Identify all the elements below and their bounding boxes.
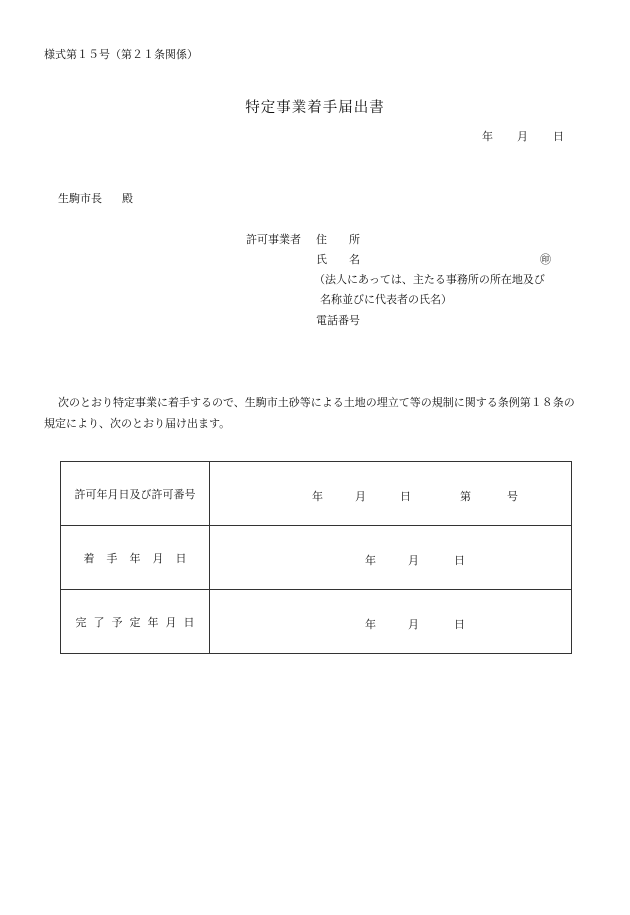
corporate-note-line2: 名称並びに代表者の氏名） (320, 293, 452, 306)
completion-date-label: 完了予定年月日 (61, 590, 210, 654)
name-label: 氏 名 (316, 253, 360, 266)
date-day-label: 日 (553, 130, 564, 143)
permit-year: 年 (312, 490, 323, 503)
addressee (58, 190, 133, 206)
addressee-name: 生駒市長 (58, 192, 102, 205)
addressee-honorific: 殿 (122, 192, 133, 205)
completion-day: 日 (454, 618, 465, 631)
corporate-note-line1: （法人にあっては、主たる事務所の所在地及び (314, 273, 545, 286)
start-date-label: 着手年月日 (61, 526, 210, 590)
form-number: 様式第１５号（第２１条関係） (44, 48, 198, 61)
start-year: 年 (365, 554, 376, 567)
completion-month: 月 (408, 618, 419, 631)
permit-date-number-label: 許可年月日及び許可番号 (61, 462, 210, 526)
completion-year: 年 (365, 618, 376, 631)
body-text: 次のとおり特定事業に着手するので、生駒市土砂等による土地の埋立て等の規制に関する条例第１８条の規定により、次のとおり届け出ます。 (44, 396, 575, 430)
applicant-label: 許可事業者 (246, 233, 301, 246)
permit-number-suffix: 号 (507, 490, 518, 503)
permit-month: 月 (355, 490, 366, 503)
start-date-cell[interactable] (210, 526, 572, 590)
seal-mark: ㊞ (540, 253, 551, 266)
table-row-start (61, 526, 572, 590)
permit-day: 日 (400, 490, 411, 503)
start-month: 月 (408, 554, 419, 567)
table-row-completion (61, 590, 572, 654)
permit-number-prefix: 第 (460, 490, 471, 503)
date-month-label: 月 (517, 130, 528, 143)
permit-date-number-cell[interactable] (210, 462, 572, 526)
phone-label: 電話番号 (316, 314, 360, 327)
notification-table (60, 461, 572, 654)
date-year-label: 年 (482, 130, 493, 143)
start-day: 日 (454, 554, 465, 567)
address-label: 住 所 (316, 233, 360, 246)
completion-date-cell[interactable] (210, 590, 572, 654)
document-title: 特定事業着手届出書 (245, 100, 385, 116)
table-row-permit (61, 462, 572, 526)
